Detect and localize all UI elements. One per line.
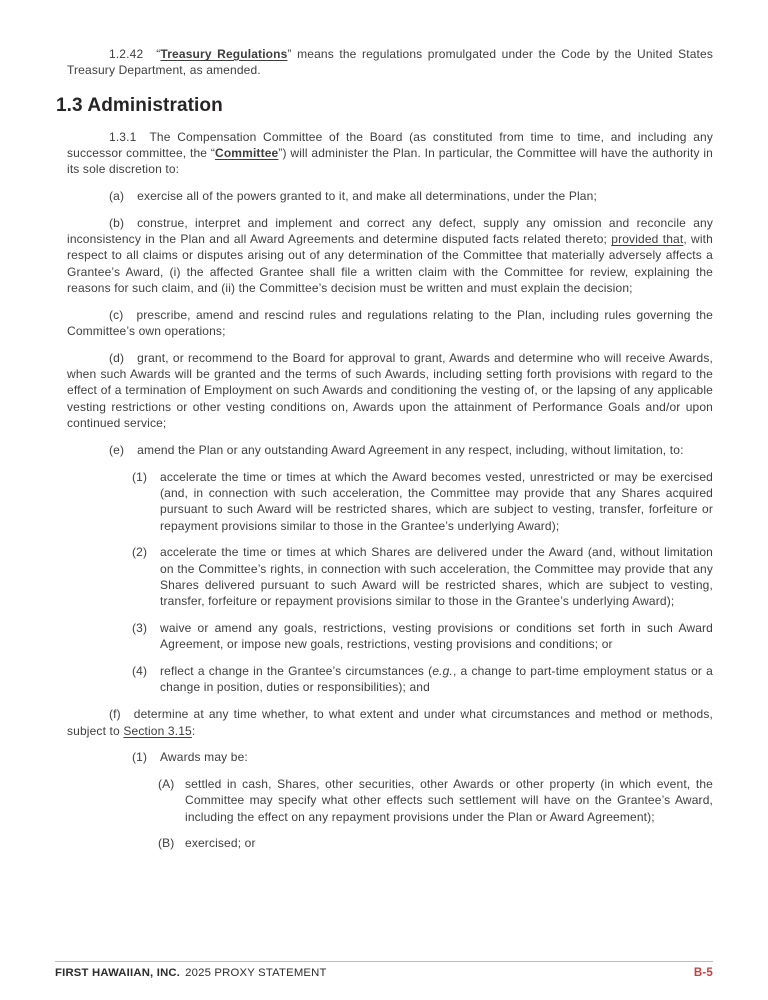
- paragraph: 1.3.1 The Compensation Committee of the Board (as constituted from time to time, and including any successor committee, the “Committee”) will administer the Plan. In particular, the Committee will have the authority in its sole discretion to:: [67, 129, 713, 177]
- list-item: (1) accelerate the time or times at which the Award becomes vested, unrestricted or may be exercised (and, in connection with such acceleration, the Committee may provide that any Shares acquired pursuant to such Award will be restricted shares, which are subject to vesting, transfer, forfeiture or repayment provisions similar to those in the Grantee’s underlying Award);: [132, 469, 713, 533]
- list-item-marker: (A): [158, 777, 175, 792]
- footer-page-number: B-5: [693, 967, 713, 979]
- list-item: (3) waive or amend any goals, restrictions, vesting provisions or conditions set forth in such Award Agreement, or impose new goals, restrictions, vesting provisions and conditions; or: [132, 621, 713, 652]
- paragraph: (c) prescribe, amend and rescind rules and regulations relating to the Plan, including rules governing the Committee’s own operations;: [67, 307, 713, 339]
- list-item-marker: (1): [132, 750, 148, 765]
- paragraph: (b) construe, interpret and implement and correct any defect, supply any omission and reconcile any inconsistency in the Plan and all Award Agreements and determine disputed facts related thereto; provided that, with respect to all claims or disputes arising out of any determination of the Committee that materially adversely affects a Grantee’s Award, (i) the affected Grantee shall file a written claim with the Committee for review, explaining the reasons for such claim, and (ii) the Committee’s decision must be written and must explain the decision;: [67, 215, 713, 295]
- list-item: (2) accelerate the time or times at which Shares are delivered under the Award (and, without limitation on the Committee’s rights, in connection with such acceleration, the Committee may provide that any Shares delivered pursuant to such Award will be restricted shares, which are subject to vesting, transfer, forfeiture or repayment provisions similar to those in the Grantee’s underlying Award);: [132, 545, 713, 609]
- paragraph: (f) determine at any time whether, to what extent and under what circumstances and method or methods, subject to Section 3.15:: [67, 707, 713, 738]
- page-footer: [55, 961, 713, 979]
- list-item: (4) reflect a change in the Grantee’s circumstances (e.g., a change to part-time employment status or a change in position, duties or responsibilities); and: [132, 664, 713, 695]
- footer-row: [55, 962, 713, 979]
- list-item-marker: (B): [158, 836, 175, 851]
- paragraph: (e) amend the Plan or any outstanding Award Agreement in any respect, including, without limitation, to:: [109, 442, 684, 457]
- paragraph: 1.2.42 “Treasury Regulations” means the regulations promulgated under the Code by the United States Treasury Department, as amended.: [67, 47, 713, 78]
- paragraph: (d) grant, or recommend to the Board for approval to grant, Awards and determine who will receive Awards, when such Awards will be granted and the terms of such Awards, including setting forth provisions with regard to the effect of a termination of Employment on such Awards and conditioning the vesting of, or the lapsing of any applicable vesting restrictions or other vesting conditions on, Awards upon the attainment of Performance Goals and/or upon continued service;: [67, 350, 713, 431]
- footer-company-name: FIRST HAWAIIAN, INC.: [55, 967, 181, 979]
- list-item: (1) Awards may be:: [132, 750, 248, 765]
- list-item-marker: (4): [132, 664, 148, 679]
- section-heading: 1.3 Administration: [56, 94, 223, 116]
- list-item: (B) exercised; or: [158, 836, 256, 851]
- document-body: [56, 46, 713, 862]
- paragraph: (a) exercise all of the powers granted to it, and make all determinations, under the Plan;: [109, 188, 597, 203]
- list-item-marker: (2): [132, 545, 148, 560]
- list-item-marker: (3): [132, 621, 148, 636]
- list-item: (A) settled in cash, Shares, other securities, other Awards or other property (in which event, the Committee may specify what other effects such settlement will have on the Grantee’s Award, including the effect on any repayment provisions under the Plan or Award Agreement);: [158, 777, 713, 824]
- footer-left: [55, 967, 327, 979]
- footer-statement-label: 2025 PROXY STATEMENT: [185, 967, 327, 979]
- list-item-marker: (1): [132, 469, 148, 484]
